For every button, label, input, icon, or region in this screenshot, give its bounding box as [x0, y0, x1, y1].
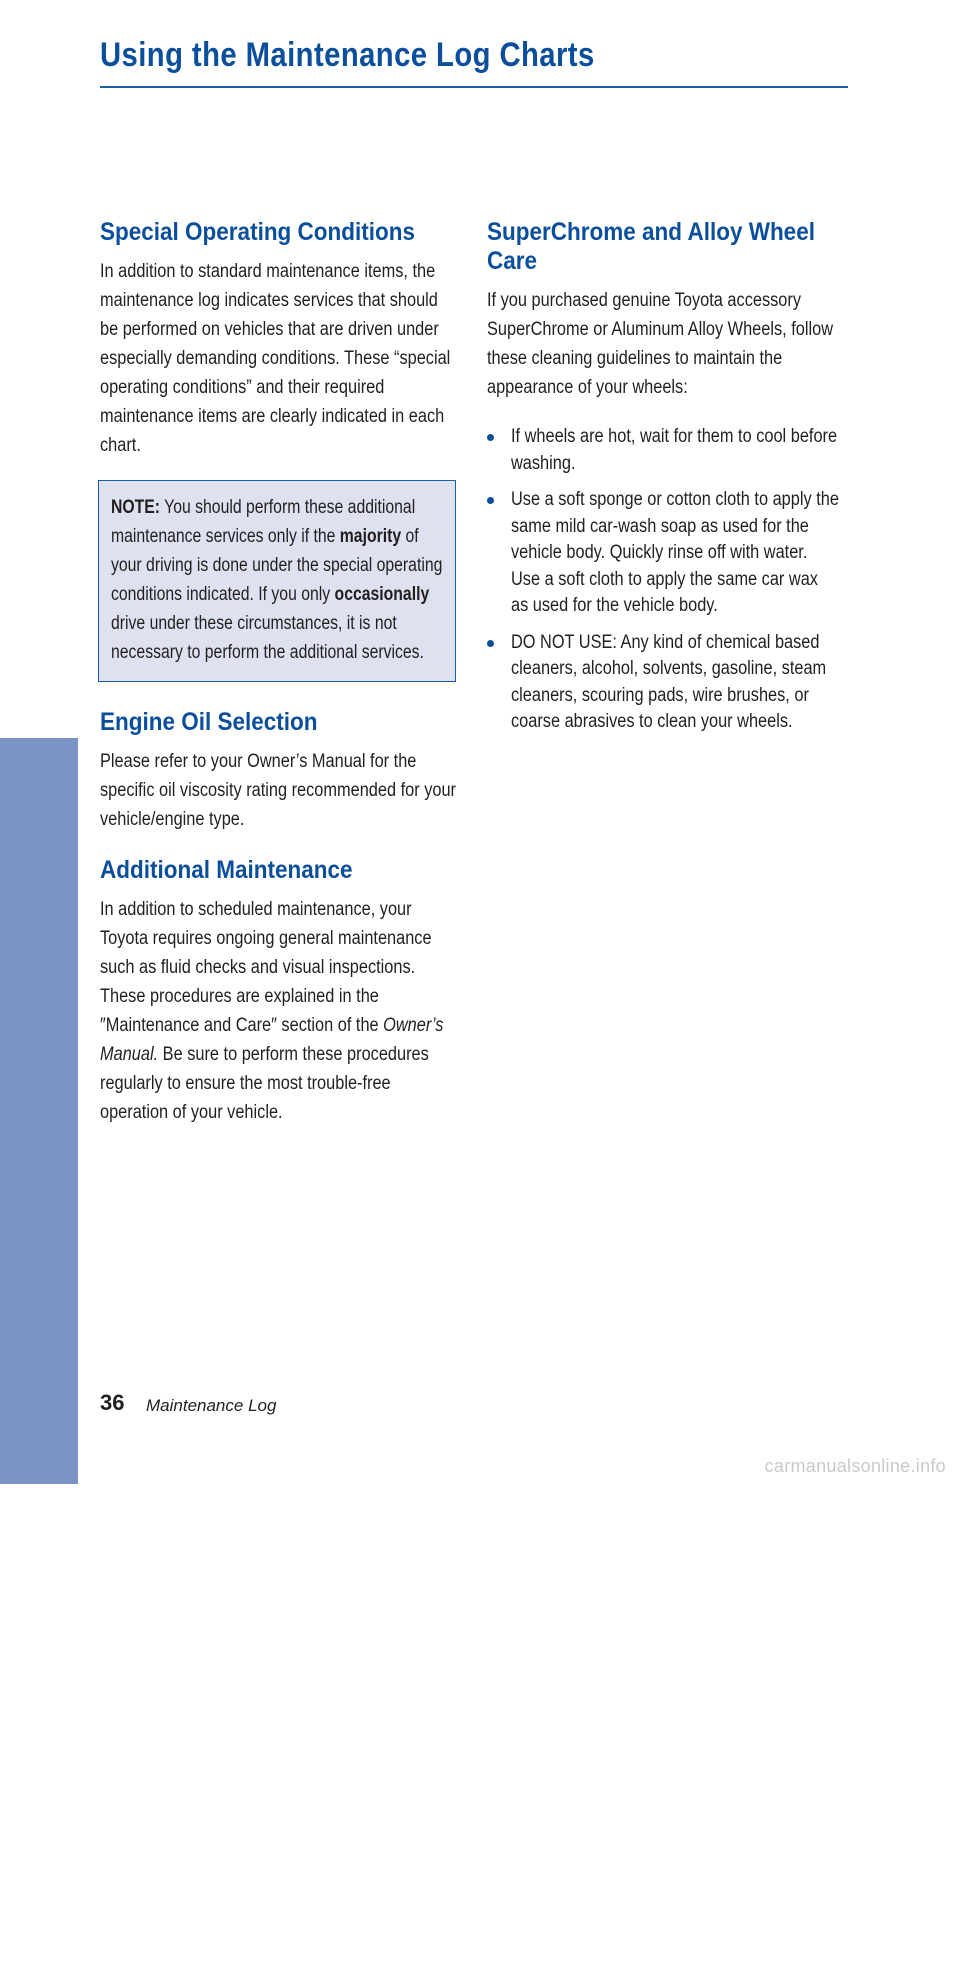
engine-oil-heading: Engine Oil Selection	[100, 708, 318, 736]
bullet-icon	[487, 497, 494, 504]
side-tab	[0, 738, 78, 1962]
additional-maintenance-heading: Additional Maintenance	[100, 856, 353, 884]
bullet-icon	[487, 434, 494, 441]
engine-oil-section	[100, 708, 460, 834]
note-part2: of your driving is done under the special operating conditions indicated. If you only	[111, 526, 443, 605]
note-part1: You should perform these additional maintenance services only if the	[111, 497, 416, 547]
note-text	[111, 493, 444, 667]
additional-maintenance-body	[100, 895, 459, 1127]
wheel-care-list	[487, 424, 849, 736]
wheel-care-section	[487, 218, 849, 736]
special-conditions-body: In addition to standard maintenance items, the maintenance log indicates services that should be performed on vehicles that are driven under especially demanding conditions. These “special operating conditions” and their required maintenance items are clearly indicated in each chart.	[100, 261, 451, 456]
left-column	[100, 218, 460, 1127]
special-conditions-heading: Special Operating Conditions	[100, 218, 416, 246]
additional-part2: Be sure to perform these procedures regularly to ensure the most trouble-free operation of your vehicle.	[100, 1044, 429, 1123]
owners-manual-ref: Owner’s Manual.	[100, 1015, 444, 1065]
wheel-care-heading: SuperChrome and Alloy Wheel Care	[487, 218, 815, 275]
special-conditions-section	[100, 218, 460, 460]
note-majority: majority	[339, 526, 402, 547]
side-tab-label: MAINTENANCE	[23, 1733, 54, 1962]
additional-maintenance-section	[100, 856, 460, 1127]
list-item	[487, 424, 849, 477]
note-label: NOTE:	[111, 497, 161, 518]
footer-section-label: Maintenance Log	[146, 1396, 277, 1415]
watermark: carmanualsonline.info	[764, 1456, 946, 1476]
list-item-text: If wheels are hot, wait for them to cool before washing.	[511, 426, 838, 474]
right-column	[487, 218, 849, 746]
list-item-text: DO NOT USE: Any kind of chemical based cleaners, alcohol, solvents, gasoline, steam cleaners, scouring pads, wire brushes, or coarse abrasives to clean your wheels.	[511, 631, 827, 732]
list-item	[487, 487, 849, 620]
page-number: 36	[100, 1390, 125, 1415]
wheel-care-intro: If you purchased genuine Toyota accessory SuperChrome or Aluminum Alloy Wheels, follow these cleaning guidelines to maintain the appearance of your wheels:	[487, 290, 834, 398]
page-title: Using the Maintenance Log Charts	[100, 36, 595, 74]
additional-part1: In addition to scheduled maintenance, your Toyota requires ongoing general maintenance such as fluid checks and visual inspections. These procedures are explained in the ″Maintenance and Care″ section of the	[100, 899, 432, 1036]
note-part3: drive under these circumstances, it is not necessary to perform the additional services.	[111, 613, 424, 663]
list-item	[487, 630, 849, 736]
engine-oil-body: Please refer to your Owner’s Manual for the specific oil viscosity rating recommended for your vehicle/engine type.	[100, 751, 456, 830]
note-occasionally: occasionally	[334, 584, 430, 605]
title-divider	[100, 86, 848, 88]
list-item-text: Use a soft sponge or cotton cloth to apply the same mild car-wash soap as used for the vehicle body. Quickly rinse off with water. Use a soft cloth to apply the same car wax as used for the vehicle body.	[511, 489, 839, 616]
bullet-icon	[487, 640, 494, 647]
note-box	[98, 480, 456, 682]
